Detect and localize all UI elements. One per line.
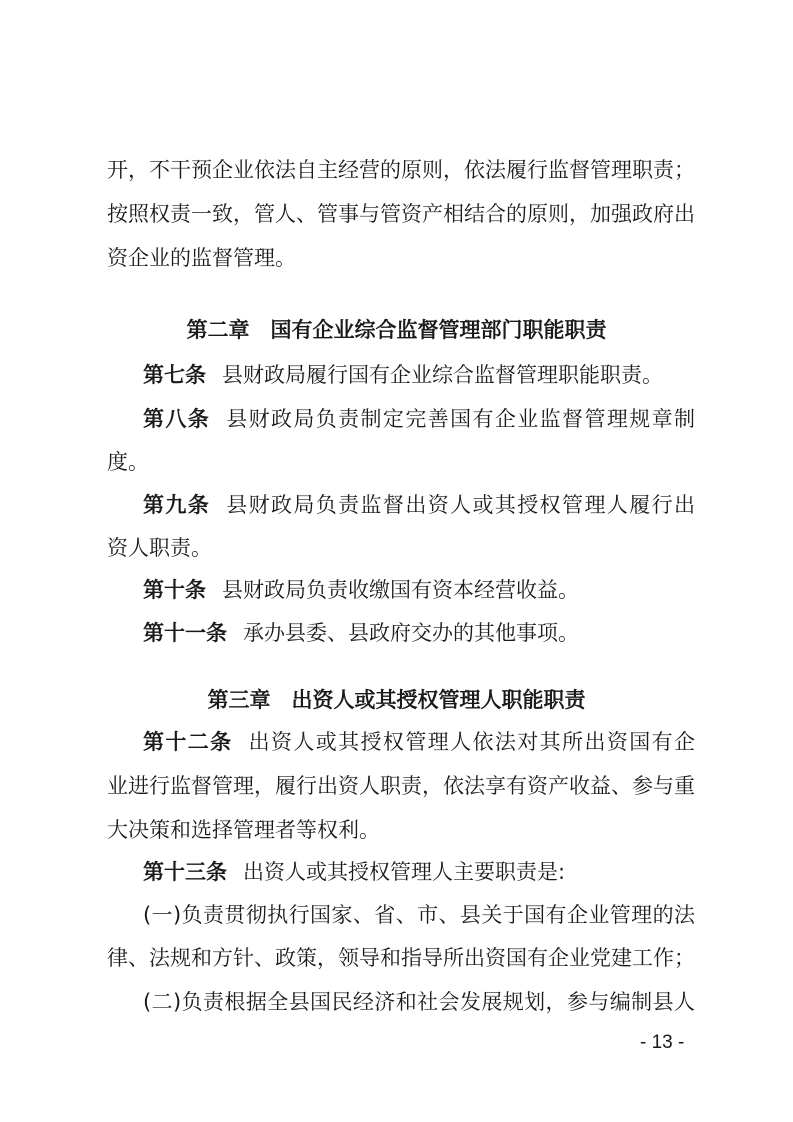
- article-label: 第七条: [143, 363, 206, 387]
- article-line: [143, 620, 695, 646]
- article-text: 出资人或其授权管理人主要职责是:: [243, 860, 566, 884]
- chapter-heading: 第三章 出资人或其授权管理人职能职责: [207, 688, 586, 712]
- article-label: 第十三条: [143, 860, 227, 884]
- body-line: 律、法规和方针、政策，领导和指导所出资国有企业党建工作；: [107, 946, 695, 970]
- article-line: [143, 729, 695, 755]
- body-line: 大决策和选择管理者等权利。: [107, 818, 380, 842]
- body-line: 度。: [107, 450, 149, 474]
- page-number: - 13 -: [640, 1032, 685, 1053]
- body-line: 开，不干预企业依法自主经营的原则，依法履行监督管理职责；: [107, 158, 695, 182]
- article-line: [143, 406, 695, 432]
- article-text: 出资人或其授权管理人依法对其所出资国有企: [248, 730, 696, 754]
- list-item: (一)负责贯彻执行国家、省、市、县关于国有企业管理的法: [143, 903, 695, 927]
- article-label: 第十一条: [143, 621, 227, 645]
- article-label: 第八条: [143, 407, 211, 431]
- article-text: 县财政局负责制定完善国有企业监督管理规章制: [226, 407, 696, 431]
- article-text: 县财政局负责监督出资人或其授权管理人履行出: [226, 493, 696, 517]
- article-label: 第十二条: [143, 730, 233, 754]
- article-text: 县财政局履行国有企业综合监督管理职能职责。: [222, 363, 663, 387]
- article-line: [143, 859, 695, 885]
- list-item: (二)负责根据全县国民经济和社会发展规划，参与编制县人: [143, 990, 695, 1014]
- article-label: 第十条: [143, 578, 206, 602]
- article-line: [143, 492, 695, 518]
- body-line: 按照权责一致，管人、管事与管资产相结合的原则，加强政府出: [107, 202, 695, 226]
- article-text: 承办县委、县政府交办的其他事项。: [243, 621, 579, 645]
- article-line: [143, 362, 695, 388]
- body-line: 资企业的监督管理。: [107, 246, 296, 270]
- body-line: 资人职责。: [107, 536, 212, 560]
- article-label: 第九条: [143, 493, 211, 517]
- article-text: 县财政局负责收缴国有资本经营收益。: [222, 578, 579, 602]
- chapter-heading: 第二章 国有企业综合监督管理部门职能职责: [186, 318, 607, 342]
- article-line: [143, 577, 695, 603]
- body-line: 业进行监督管理，履行出资人职责，依法享有资产收益、参与重: [107, 774, 695, 798]
